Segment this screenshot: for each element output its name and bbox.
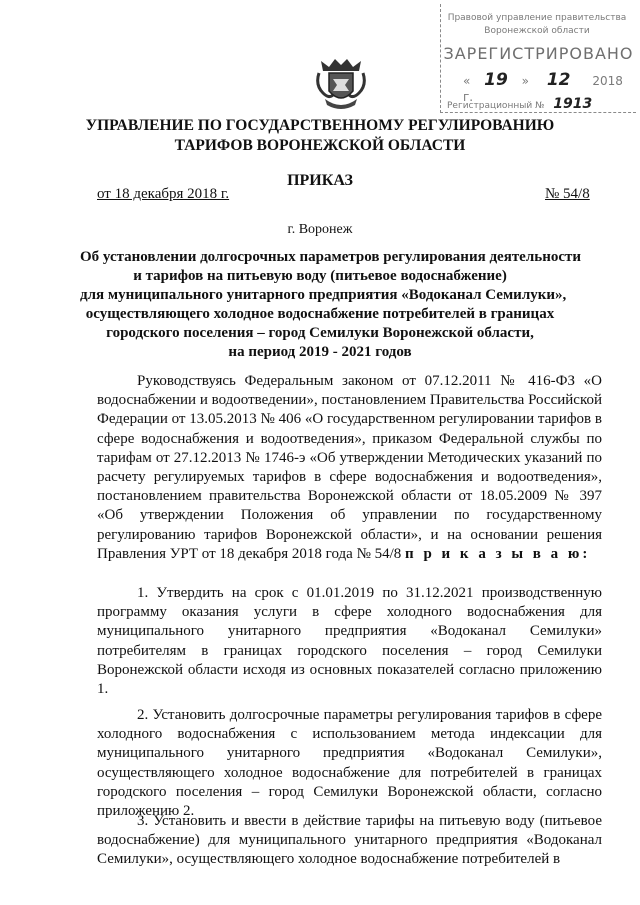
stamp-org-line-1: Правовой управление правительства — [447, 13, 627, 23]
stamp-date-year: 2018 — [592, 74, 623, 88]
order-item-2 — [97, 706, 602, 821]
agency-name-line-1: УПРАВЛЕНИЕ ПО ГОСУДАРСТВЕННОМУ РЕГУЛИРОВАНИЮ — [85, 117, 555, 134]
subject-line: и тарифов на питьевую воду (питьевое водоснабжение) — [133, 268, 507, 284]
preamble-directive: п р и к а з ы в а ю: — [405, 545, 591, 562]
subject-line: осуществляющего холодное водоснабжение потребителей в границах — [85, 306, 555, 322]
preamble-paragraph — [97, 372, 602, 564]
stamp-date-month: 12 — [546, 70, 571, 90]
subject-line: Об установлении долгосрочных параметров регулирования деятельности — [80, 249, 581, 265]
order-item-text: 1. Утвердить на срок с 01.01.2019 по 31.12.2021 производственную программу оказания услуги в сфере холодного водоснабжения для муниципального унитарного предприятия «Водоканал Семилуки» потребителям в границах городского поселения – город Семилуки Воронежской области исходя из основных показателей согласно приложению 1. — [97, 585, 602, 698]
order-date: от 18 декабря 2018 г. — [97, 186, 230, 202]
order-subject — [80, 248, 581, 362]
stamp-date-suffix: г. — [463, 90, 474, 104]
stamp-date-open-quote: « — [463, 74, 471, 88]
stamp-regnum — [447, 96, 632, 112]
order-item-1 — [97, 584, 602, 699]
agency-name-line-2: ТАРИФОВ ВОРОНЕЖСКОЙ ОБЛАСТИ — [174, 137, 466, 154]
subject-line: для муниципального унитарного предприятия «Водоканал Семилуки», — [80, 287, 567, 303]
stamp-org-line-2: Воронежской области — [484, 26, 590, 36]
stamp-date-close-quote: » — [521, 74, 530, 88]
order-number: № 54/8 — [545, 186, 590, 202]
stamp-registered-label: ЗАРЕГИСТРИРОВАНО — [443, 44, 634, 63]
order-city: г. Воронеж — [287, 222, 353, 237]
document-title: ПРИКАЗ — [287, 172, 353, 189]
subject-line: городского поселения – город Семилуки Воронежской области, — [106, 325, 534, 341]
order-item-3 — [97, 812, 602, 870]
registration-stamp — [440, 4, 636, 113]
coat-of-arms-icon — [315, 55, 367, 111]
subject-line: на период 2019 - 2021 годов — [228, 344, 412, 360]
stamp-regnum-value: 1913 — [553, 96, 593, 112]
stamp-regnum-label: Регистрационный № — [447, 101, 545, 111]
preamble-text: Руководствуясь Федеральным законом от 07.12.2011 № 416-ФЗ «О водоснабжении и водоотведении», постановлением Правительства Российской Федерации от 13.05.2013 № 406 «О государственном регулировании тарифов в сфере водоснабжения и водоотведения», приказом Федеральной службы по тарифам от 27.12.2013 № 1746-э «Об утверждении Методических указаний по расчету регулируемых тарифов в сфере водоснабжения и водоотведения», постановлением правительства Воронежской области от 18.05.2009 № 397 «Об утверждении Положения об управлении по государственному регулированию тарифов Воронежской области», и на основании решения Правления УРТ от 18 декабря 2018 года № 54/8 — [97, 373, 602, 562]
order-item-text: 3. Установить и ввести в действие тарифы на питьевую воду (питьевое водоснабжение) для муниципального унитарного предприятия «Водоканал Семилуки», осуществляющего холодное водоснабжение потребителей в — [97, 813, 602, 868]
stamp-organization — [447, 12, 627, 38]
order-item-text: 2. Установить долгосрочные параметры регулирования тарифов в сфере холодного водоснабжения с использованием метода индексации для муниципального унитарного предприятия «Водоканал Семилуки», осуществляющего холодное водоснабжение для потребителей в границах городского поселения – город Семилуки Воронежской области, согласно приложению 2. — [97, 707, 602, 820]
stamp-date-day: 19 — [484, 70, 508, 90]
